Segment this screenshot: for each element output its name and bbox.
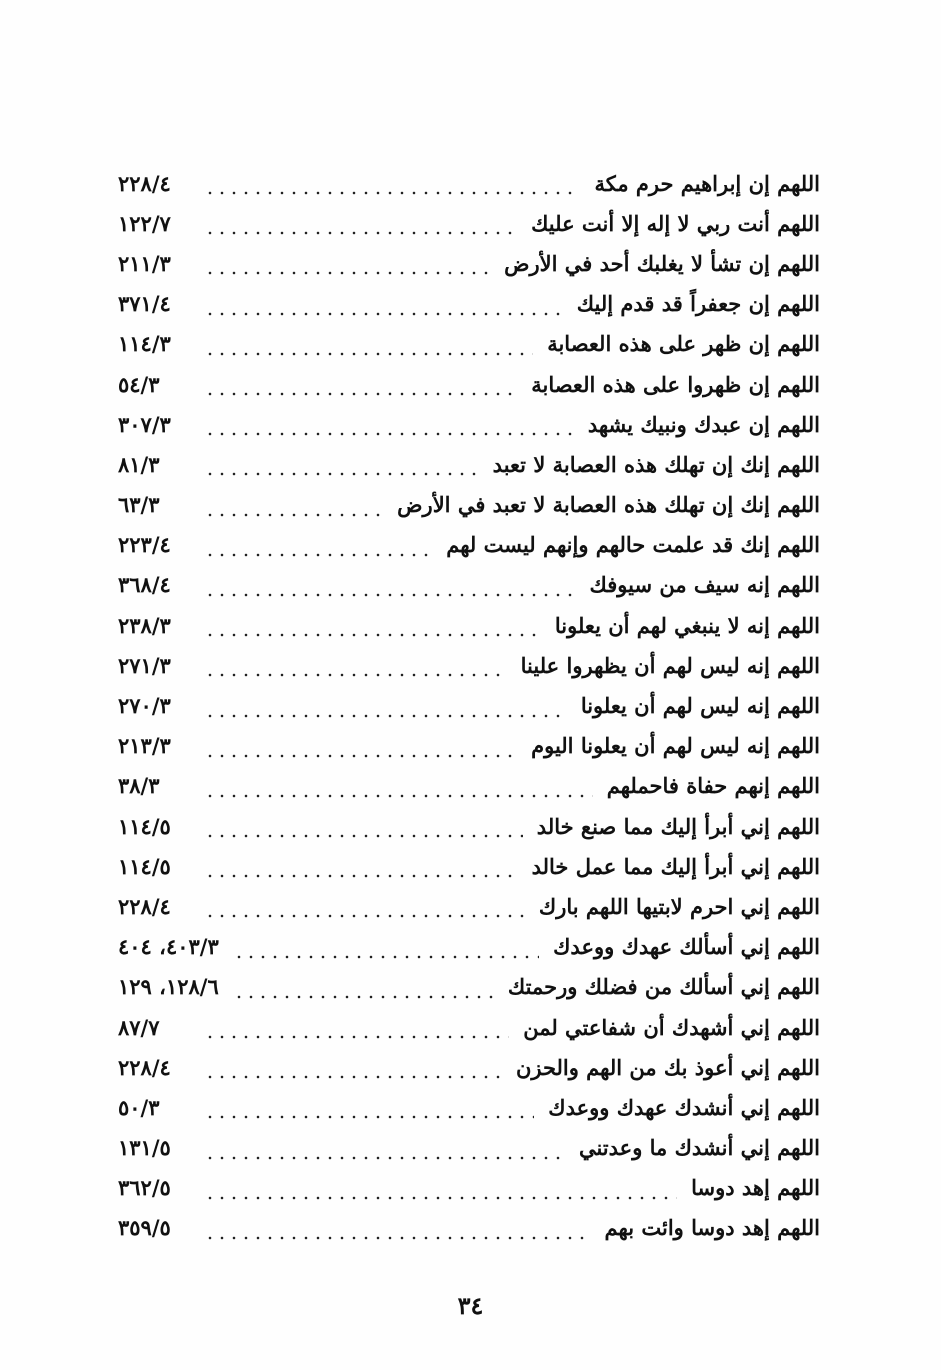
dot-leader	[204, 777, 593, 799]
entry-text: اللهم إني أسألك من فضلك ورحمتك	[507, 974, 820, 1000]
entry-reference: ٢٧١/٣	[118, 652, 171, 678]
dot-leader	[204, 857, 518, 879]
entry-text: اللهم إنك إن تهلك هذه العصابة لا تعبد	[492, 451, 820, 477]
dot-leader	[204, 1139, 565, 1161]
entry-text: اللهم إن ظهر على هذه العصابة	[547, 331, 820, 357]
entry-text: اللهم إني أسألك عهدك ووعدك	[553, 934, 820, 960]
entry-text: اللهم إن جعفراً قد قدم إليك	[576, 291, 820, 317]
index-row	[118, 726, 820, 766]
index-row	[118, 766, 820, 806]
dot-leader	[204, 496, 383, 518]
entry-text: اللهم إني أبرأ إليك مما صنع خالد	[536, 813, 820, 839]
dot-leader	[204, 254, 490, 276]
dot-leader	[204, 174, 580, 196]
index-row	[118, 605, 820, 645]
entry-reference: ٨١/٣	[118, 451, 160, 477]
entry-reference: ١١٤/٥	[118, 813, 171, 839]
entry-reference: ١١٤/٣	[118, 331, 171, 357]
index-row	[118, 1168, 820, 1208]
index-row	[118, 364, 820, 404]
entry-text: اللهم إهد دوسا وائت بهم	[604, 1215, 820, 1241]
dot-leader	[204, 295, 563, 317]
entry-reference: ٣٥٩/٥	[118, 1215, 171, 1241]
index-row	[118, 1208, 820, 1248]
entry-reference: ٨٧/٧	[118, 1014, 160, 1040]
entry-reference: ١١٤/٥	[118, 853, 171, 879]
entry-text: اللهم إنه ليس لهم أن يعلونا اليوم	[531, 733, 820, 759]
dot-leader	[204, 335, 533, 357]
dot-leader	[204, 697, 567, 719]
index-row	[118, 324, 820, 364]
entry-text: اللهم إني أعوذ بك من الهم والحزن	[515, 1054, 820, 1080]
index-row	[118, 645, 820, 685]
entry-reference: ٢١١/٣	[118, 250, 171, 276]
entry-reference: ٢٢٨/٤	[118, 893, 171, 919]
entry-reference: ٢٢٨/٤	[118, 1054, 171, 1080]
index-row	[118, 846, 820, 886]
index-list	[118, 163, 820, 1248]
entry-text: اللهم إنك إن تهلك هذه العصابة لا تعبد في الأرض	[397, 492, 820, 518]
index-row	[118, 1087, 820, 1127]
entry-text: اللهم أنت ربي لا إله إلا أنت عليك	[531, 210, 820, 236]
entry-reference: ٣٨/٣	[118, 773, 160, 799]
index-row	[118, 525, 820, 565]
entry-text: اللهم إنه سيف من سيوفك	[589, 572, 820, 598]
entry-reference: ١٣١/٥	[118, 1135, 171, 1161]
index-row	[118, 404, 820, 444]
entry-text: اللهم إني احرم لابتيها اللهم بارك	[538, 893, 820, 919]
index-row	[118, 1047, 820, 1087]
entry-reference: ٢٧٠/٣	[118, 693, 171, 719]
entry-reference: ٥٠/٣	[118, 1094, 160, 1120]
index-row	[118, 685, 820, 725]
entry-reference: ٣٦٨/٤	[118, 572, 171, 598]
dot-leader	[204, 1018, 509, 1040]
dot-leader	[204, 214, 517, 236]
entry-reference: ٣٦٢/٥	[118, 1175, 171, 1201]
entry-text: اللهم إن إبراهيم حرم مكة	[594, 170, 820, 196]
entry-reference: ٢٢٨/٤	[118, 170, 171, 196]
dot-leader	[204, 1179, 677, 1201]
entry-reference: ١٢٢/٧	[118, 210, 171, 236]
dot-leader	[204, 897, 525, 919]
entry-reference: ٤٠٣/٣، ٤٠٤	[118, 934, 219, 960]
entry-text: اللهم إنهم حفاة فاحملهم	[606, 773, 820, 799]
dot-leader	[204, 576, 576, 598]
index-row	[118, 806, 820, 846]
index-row	[118, 886, 820, 926]
dot-leader	[204, 375, 517, 397]
page-number: ٣٤	[457, 1291, 484, 1320]
index-row	[118, 163, 820, 203]
index-row	[118, 485, 820, 525]
dot-leader	[204, 737, 517, 759]
dot-leader	[204, 817, 523, 839]
entry-reference: ٣٧١/٤	[118, 291, 171, 317]
dot-leader	[204, 1098, 534, 1120]
entry-reference: ٢١٣/٣	[118, 733, 171, 759]
index-row	[118, 243, 820, 283]
entry-text: اللهم إنه ليس لهم أن يظهروا علينا	[520, 652, 820, 678]
index-row	[118, 565, 820, 605]
dot-leader	[204, 1058, 502, 1080]
entry-text: اللهم إن عبدك ونبيك يشهد	[587, 411, 820, 437]
dot-leader	[204, 455, 479, 477]
entry-text: اللهم إهد دوسا	[691, 1175, 820, 1201]
entry-text: اللهم إن ظهروا على هذه العصابة	[531, 371, 820, 397]
index-row	[118, 284, 820, 324]
index-row	[118, 967, 820, 1007]
entry-reference: ٢٣٨/٣	[118, 612, 171, 638]
entry-reference: ٦٣/٣	[118, 492, 160, 518]
entry-text: اللهم إن تشأ لا يغلبك أحد في الأرض	[504, 250, 820, 276]
index-row	[118, 927, 820, 967]
entry-text: اللهم إني أشهدك أن شفاعتي لمن	[523, 1014, 820, 1040]
entry-reference: ٢٢٣/٤	[118, 532, 171, 558]
entry-text: اللهم إنه لا ينبغي لهم أن يعلونا	[554, 612, 820, 638]
index-row	[118, 1007, 820, 1047]
entry-reference: ٥٤/٣	[118, 371, 160, 397]
dot-leader	[233, 938, 539, 960]
entry-text: اللهم إنك قد علمت حالهم وإنهم ليست لهم	[446, 532, 820, 558]
index-row	[118, 203, 820, 243]
dot-leader	[204, 656, 507, 678]
dot-leader	[204, 536, 432, 558]
dot-leader	[204, 616, 541, 638]
dot-leader	[204, 415, 574, 437]
entry-text: اللهم إني أنشدك عهدك ووعدك	[548, 1094, 820, 1120]
index-row	[118, 444, 820, 484]
entry-text: اللهم إني أبرأ إليك مما عمل خالد	[531, 853, 820, 879]
entry-reference: ٣٠٧/٣	[118, 411, 171, 437]
entry-text: اللهم إنه ليس لهم أن يعلونا	[580, 693, 820, 719]
dot-leader	[204, 1219, 591, 1241]
entry-reference: ١٢٨/٦، ١٢٩	[118, 974, 219, 1000]
dot-leader	[233, 978, 494, 1000]
index-row	[118, 1128, 820, 1168]
entry-text: اللهم إني أنشدك ما وعدتني	[578, 1135, 820, 1161]
